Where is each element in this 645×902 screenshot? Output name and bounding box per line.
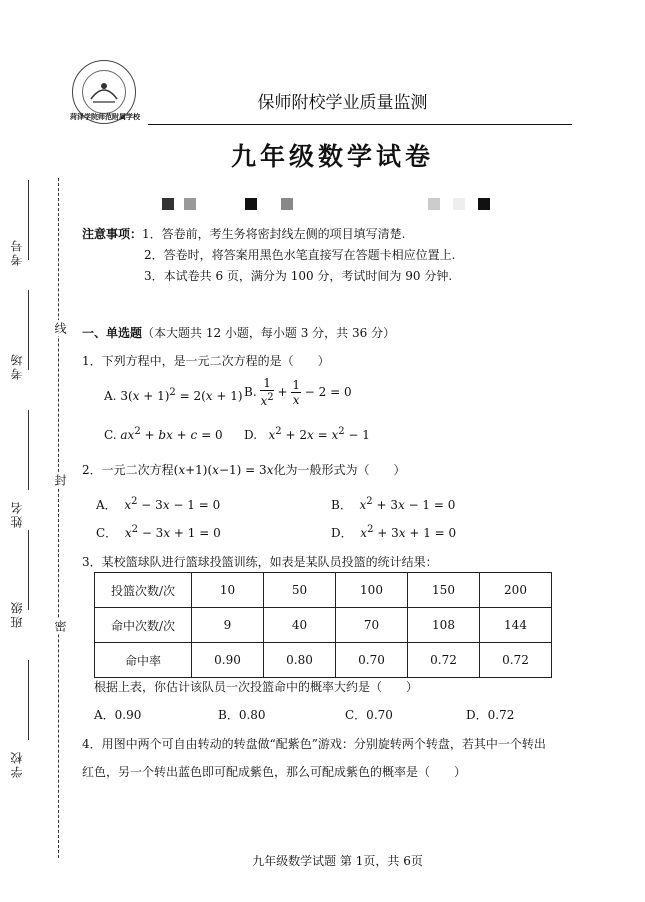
- marker-square: [281, 198, 293, 210]
- q2-option-d: D． $x^2 + 3x + 1 = 0$: [331, 524, 457, 540]
- table-cell: 0.72: [480, 643, 552, 678]
- school-line: 保师附校学业质量监测: [257, 93, 428, 113]
- table-row: [95, 608, 552, 643]
- q2-stem-math: (x+1)(x−1) = 3x: [173, 463, 274, 477]
- shooting-stats-table: [94, 572, 552, 678]
- seal-char: 封: [53, 474, 67, 486]
- secret-char: 密: [53, 620, 67, 632]
- q1-option-b: B. $\frac{1}{x^2}$ + $\frac{1}{x}$ − 2 = 0: [244, 376, 352, 408]
- q3-option-b: B．0.80: [218, 708, 266, 722]
- seal-caption: 菏泽学院师范附属学校: [70, 112, 140, 121]
- q3-option-c: C．0.70: [345, 708, 393, 722]
- table-cell: 150: [408, 573, 480, 608]
- exam-notes: [82, 224, 455, 287]
- question-3-stem: 3．某校篮球队进行篮球投篮训练，如表是某队员投篮的统计结果：: [82, 555, 438, 569]
- q1-option-c-label: C.: [104, 428, 117, 442]
- row-header: 命中次数/次: [95, 608, 192, 643]
- table-row: [95, 643, 552, 678]
- q1-option-c: C. $ax^2$ + bx + c = 0: [104, 426, 223, 442]
- table-cell: 40: [264, 608, 336, 643]
- q3-followup: 根据上表，你估计该队员一次投篮命中的概率大约是（ ）: [94, 680, 419, 694]
- q3-option-a: A．0.90: [94, 708, 142, 722]
- question-4-line1: 4．用图中两个可自由转动的转盘做“配紫色”游戏：分别旋转两个转盘，若其中一个转出: [82, 737, 546, 751]
- row-header: 命中率: [95, 643, 192, 678]
- question-2-stem: 2．一元二次方程(x+1)(x−1) = 3x化为一般形式为（ ）: [82, 463, 406, 477]
- table-row: [95, 573, 552, 608]
- school-underline: [28, 660, 29, 740]
- q2-option-a: A． $x^2 - 3x - 1 = 0$: [96, 496, 221, 512]
- table-cell: 9: [192, 608, 264, 643]
- note-item: 2．答卷时，将答案用黑色水笔直接写在答题卡相应位置上.: [144, 248, 456, 262]
- marker-square: [453, 198, 465, 210]
- table-cell: 10: [192, 573, 264, 608]
- marker-square: [162, 198, 174, 210]
- q1-option-a-label: A.: [104, 389, 117, 403]
- q1-option-b-label: B.: [244, 385, 257, 399]
- question-4-line2: 红色，另一个转出蓝色即可配成紫色，那么可配成紫色的概率是（ ）: [82, 765, 467, 779]
- exam-number-label: 考号: [10, 238, 24, 266]
- name-underline: [28, 410, 29, 490]
- exam-room-underline: [28, 290, 29, 370]
- q1-option-a: [104, 387, 243, 403]
- table-cell: 50: [264, 573, 336, 608]
- section-desc: （本大题共 12 小题，每小题 3 分，共 36 分）: [142, 326, 396, 340]
- q2-option-c: C． $x^2 - 3x + 1 = 0$: [96, 524, 221, 540]
- section-heading: [82, 324, 395, 341]
- exam-room-label: 考场: [10, 352, 24, 380]
- marker-square: [184, 198, 196, 210]
- page-footer: 九年级数学试题 第 1页，共 6页: [252, 854, 423, 868]
- class-underline: [28, 530, 29, 610]
- table-cell: 0.80: [264, 643, 336, 678]
- table-cell: 0.90: [192, 643, 264, 678]
- notes-heading: 注意事项：: [82, 227, 143, 241]
- table-cell: 200: [480, 573, 552, 608]
- marker-square: [245, 198, 257, 210]
- name-label: 姓名: [10, 500, 24, 528]
- header-rule: [148, 124, 572, 125]
- q3-option-d: D．0.72: [466, 708, 515, 722]
- exam-number-underline: [28, 180, 29, 260]
- marker-square: [428, 198, 440, 210]
- school-label: 学校: [10, 750, 24, 778]
- table-cell: 144: [480, 608, 552, 643]
- section-title: 一、单选题: [82, 326, 143, 340]
- table-cell: 0.72: [408, 643, 480, 678]
- q1-option-d: D. $x^2 + 2x = x^2 - 1$: [244, 426, 370, 442]
- exam-title: 九年级数学试卷: [230, 142, 434, 171]
- table-cell: 100: [336, 573, 408, 608]
- note-item: 3．本试卷共 6 页，满分为 100 分，考试时间为 90 分钟.: [144, 269, 453, 283]
- row-header: 投篮次数/次: [95, 573, 192, 608]
- note-item: 1．答卷前，考生务将密封线左侧的项目填写清楚.: [142, 227, 406, 241]
- q1-option-a-math: $3(x + 1)^2 = 2(x + 1)$: [120, 387, 243, 403]
- q2-option-b: B． $x^2 + 3x - 1 = 0$: [331, 496, 456, 512]
- table-cell: 108: [408, 608, 480, 643]
- table-cell: 0.70: [336, 643, 408, 678]
- class-label: 班级: [10, 600, 24, 628]
- marker-square: [478, 198, 490, 210]
- table-cell: 70: [336, 608, 408, 643]
- binding-dashed-line: [58, 178, 59, 858]
- seal-line-char: 线: [53, 322, 67, 334]
- q1-option-d-label: D.: [244, 428, 258, 442]
- question-1-stem: 1．下列方程中，是一元二次方程的是（ ）: [82, 354, 330, 368]
